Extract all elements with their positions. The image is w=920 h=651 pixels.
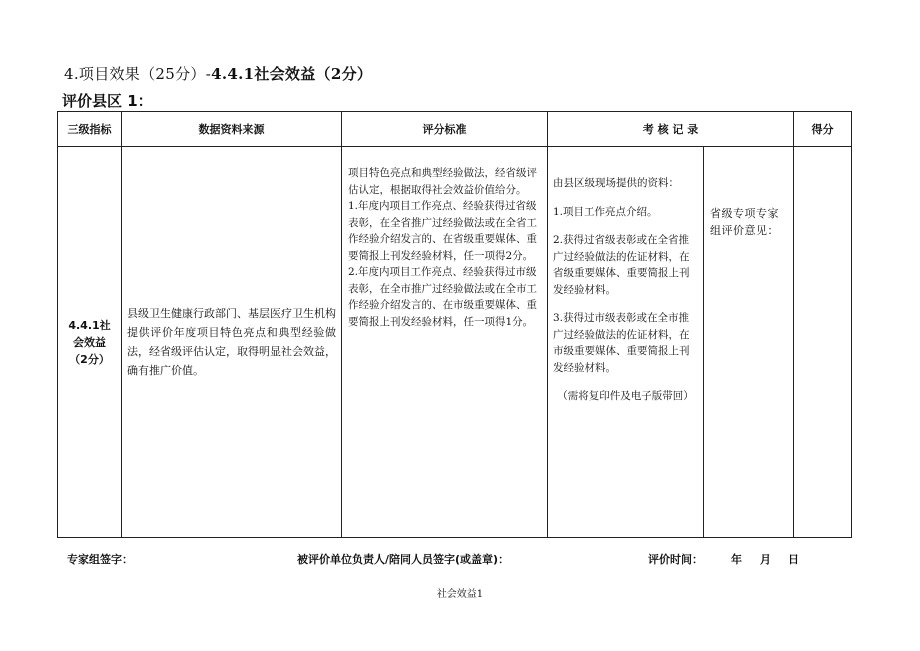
- page-label: 社会效益1: [436, 589, 484, 600]
- record-intro: 由县区级现场提供的资料：: [553, 177, 679, 189]
- month-label: 月: [760, 553, 771, 566]
- expert-signature-label: 专家组签字：: [67, 553, 133, 566]
- header-record: 考 核 记 录: [548, 112, 794, 147]
- table-row: [58, 147, 852, 538]
- evaluation-table: [57, 111, 852, 538]
- data-source-cell: [122, 147, 342, 538]
- indicator-line-2: 会效益: [73, 335, 106, 349]
- title-prefix: 4.项目效果（25分）-: [64, 65, 212, 83]
- header-indicator: 三级指标: [58, 112, 122, 147]
- record-item-1: 1.项目工作亮点介绍。: [553, 205, 658, 218]
- header-score: 得分: [794, 112, 852, 147]
- standard-intro: 项目特色亮点和典型经验做法，经省级评估认定，根据取得社会效益价值给分。: [348, 167, 537, 196]
- standard-cell: [342, 147, 548, 538]
- indicator-cell: [58, 147, 122, 538]
- eval-time-label: 评价时间：: [648, 553, 703, 566]
- day-label: 日: [788, 553, 799, 566]
- record-note: （需将复印件及电子版带回）: [557, 390, 694, 402]
- opinion-cell[interactable]: [704, 147, 794, 538]
- header-data-source: 数据资料来源: [122, 112, 342, 147]
- score-cell[interactable]: [794, 147, 852, 538]
- table-header-row: [58, 112, 852, 147]
- indicator-line-3: （2分）: [69, 352, 110, 366]
- indicator-line-1: 4.4.1社: [68, 318, 111, 332]
- standard-item-1: 1.年度内项目工作亮点、经验获得过省级表彰，在全省推广过经验做法或在全省工作经验介绍发言的、在省级重要媒体、重要简报上刊发经验材料，任一项得2分。: [348, 200, 537, 262]
- unit-signature-label: 被评价单位负责人/陪同人员签字(或盖章)：: [297, 553, 510, 566]
- record-item-3: 3.获得过市级表彰或在全市推广过经验做法的佐证材料，在市级重要媒体、重要简报上刊发经验材料。: [553, 312, 690, 374]
- section-subtitle: 评价县区 1：: [62, 92, 153, 110]
- standard-item-2: 2.年度内项目工作亮点、经验获得过市级表彰，在全市推广过经验做法或在全市工作经验介绍发言的、在市级重要媒体、重要简报上刊发经验材料，任一项得1分。: [348, 266, 537, 328]
- opinion-label: 省级专项专家组评价意见：: [710, 207, 779, 237]
- record-cell[interactable]: [548, 147, 704, 538]
- header-standard: 评分标准: [342, 112, 548, 147]
- year-label: 年: [731, 553, 742, 566]
- title-bold: 4.4.1社会效益（2分）: [211, 65, 373, 83]
- record-item-2: 2.获得过省级表彰或在全省推广过经验做法的佐证材料，在省级重要媒体、重要简报上刊发经验材料。: [553, 234, 690, 296]
- data-source-text: 县级卫生健康行政部门、基层医疗卫生机构提供评价年度项目特色亮点和典型经验做法，经省级评估认定，取得明显社会效益，确有推广价值。: [127, 307, 336, 377]
- page-title: [64, 63, 372, 84]
